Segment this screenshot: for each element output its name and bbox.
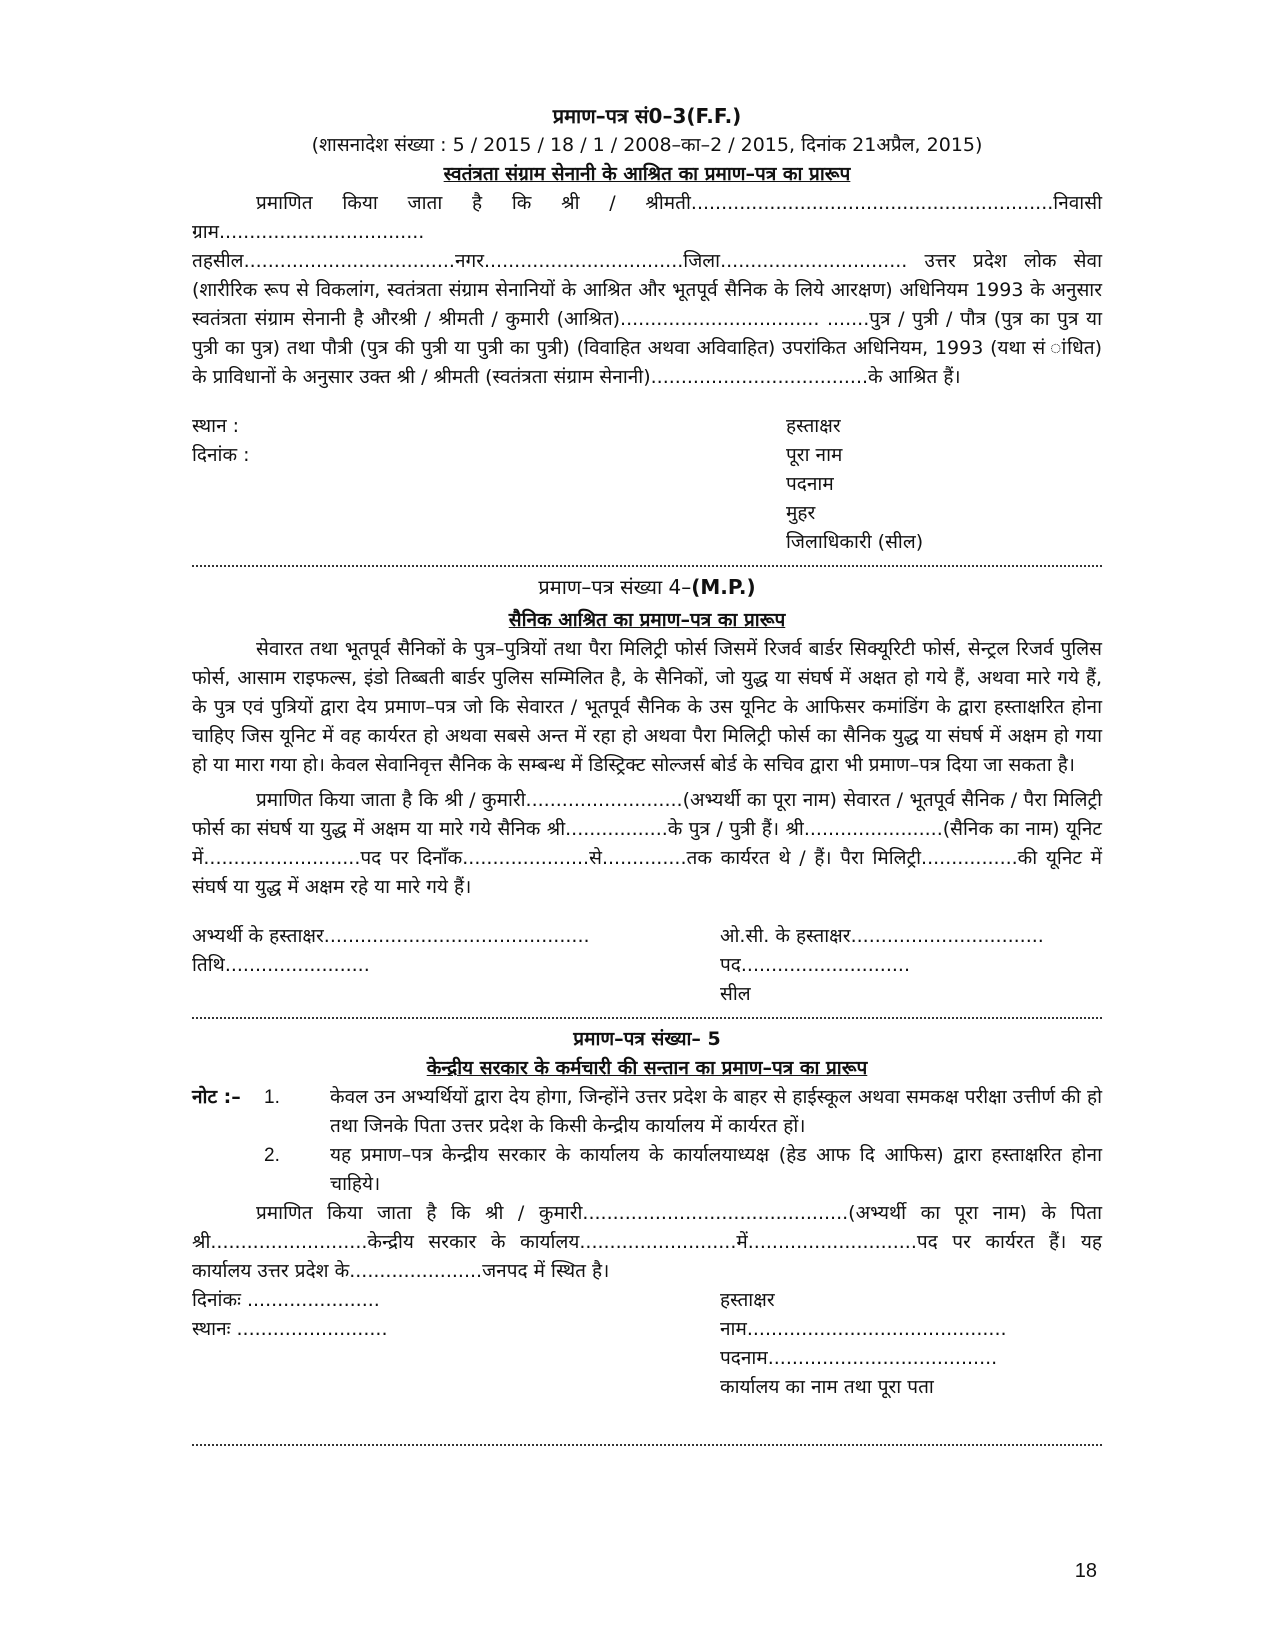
cert5-note-1-text: केवल उन अभ्यर्थियों द्वारा देय होगा, जिन्होंने उत्तर प्रदेश के बाहर से हाईस्कूल अथवा समकक्ष परीक्षा उत्तीर्ण की हो तथा जिनके पिता उत्तर प्रदेश के किसी केन्द्रीय कार्यालय में कार्यरत हों। (330, 1086, 1102, 1137)
cert5-office-address-label: कार्यालय का नाम तथा पूरा पता (720, 1376, 934, 1398)
cert4-para2: प्रमाणित किया जाता है कि श्री / कुमारी..........................(अभ्यर्थी का पूरा नाम) सेवारत / भूतपूर्व सैनिक / पैरा मिलिट्री फोर्स का संघर्ष या युद्ध में अक्षम या मारे गये सैनिक श्री.................के पुत्र / पुत्री हैं। श्री.......................(सैनिक का नाम) यूनिट में..........................पद पर दिनाँक.....................से..............तक कार्यरत थे / हैं। पैरा मिलिट्री................की यूनिट में संघर्ष या युद्ध में अक्षम रहे या मारे गये हैं। (192, 789, 1102, 898)
cert3-fullname-label: पूरा नाम (786, 444, 843, 466)
cert5-designation-label: पदनाम...................................... (720, 1347, 998, 1369)
cert3-sign-row-5 (192, 528, 1102, 557)
cert5-name-label: नाम........................................... (720, 1318, 1007, 1340)
cert3-dm-seal-label: जिलाधिकारी (सील) (786, 531, 924, 553)
cert4-seal-label: सील (720, 983, 751, 1005)
cert4-subheading: सैनिक आश्रित का प्रमाण–पत्र का प्रारूप (508, 609, 786, 631)
cert5-date-label: दिनांकः ...................... (192, 1289, 380, 1311)
cert5-note-label: नोट :– (192, 1086, 241, 1108)
cert5-note-2-number: 2. (264, 1145, 280, 1166)
cert5-subheading: केन्द्रीय सरकार के कर्मचारी की सन्तान का प्रमाण–पत्र का प्रारूप (426, 1057, 868, 1079)
cert3-order-reference: (शासनादेश संख्या : 5 / 2015 / 18 / 1 / 2008–का–2 / 2015, दिनांक 21अप्रैल, 2015) (311, 134, 983, 156)
cert4-heading-code: (M.P.) (691, 575, 756, 599)
cert3-sign-row-3 (192, 470, 1102, 499)
cert4-para1: सेवारत तथा भूतपूर्व सैनिकों के पुत्र–पुत्रियों तथा पैरा मिलिट्री फोर्स जिसमें रिजर्व बार्डर सिक्यूरिटी फोर्स, सेन्ट्रल रिजर्व पुलिस फोर्स, आसाम राइफल्स, इंडो तिब्बती बार्डर पुलिस सम्मिलित है, के सैनिकों, जो युद्ध या संघर्ष में अक्षत हो गये हैं, अथवा मारे गये हैं, के पुत्र एवं पुत्रियों द्वारा देय प्रमाण–पत्र जो कि सेवारत / भूतपूर्व सैनिक के उस यूनिट के आफिसर कमांडिंग के द्वारा हस्ताक्षरित होना चाहिए जिस यूनिट में वह कार्यरत हो अथवा सबसे अन्त में रहा हो अथवा पैरा मिलिट्री फोर्स का सैनिक युद्ध या संघर्ष में अक्षम हो गया हो या मारा गया हो। केवल सेवानिवृत्त सैनिक के सम्बन्ध में डिस्ट्रिक्ट सोल्जर्स बोर्ड के सचिव द्वारा भी प्रमाण–पत्र दिया जा सकता है। (192, 638, 1102, 776)
cert5-sign-row-1 (192, 1286, 1102, 1315)
cert4-candidate-signature-label: अभ्यर्थी के हस्ताक्षर............................................ (192, 925, 590, 947)
cert4-sign-row-1 (192, 922, 1102, 951)
cert3-sign-row-1 (192, 412, 1102, 441)
cert3-subheading: स्वतंत्रता संग्राम सेनानी के आश्रित का प्रमाण–पत्र का प्रारूप (443, 163, 851, 185)
footer-divider (192, 1444, 1102, 1446)
section-divider (192, 1017, 1102, 1019)
cert4-oc-signature-label: ओ.सी. के हस्ताक्षर................................ (720, 925, 1044, 947)
cert3-stamp-label: मुहर (786, 502, 816, 524)
cert5-note-1-number: 1. (264, 1087, 280, 1108)
document-content (192, 102, 1102, 1452)
cert3-place-label: स्थान : (192, 415, 240, 437)
section-divider (192, 565, 1102, 567)
cert3-sign-row-2 (192, 441, 1102, 470)
cert5-heading: प्रमाण–पत्र संख्या– 5 (573, 1028, 721, 1050)
cert4-date-label: तिथि........................ (192, 954, 370, 976)
cert5-place-label: स्थानः ......................... (192, 1318, 388, 1340)
cert3-heading: प्रमाण–पत्र सं0–3(F.F.) (552, 104, 742, 128)
cert5-sign-row-2 (192, 1315, 1102, 1344)
cert4-sign-row-2 (192, 951, 1102, 980)
cert5-sign-row-3 (192, 1344, 1102, 1373)
page-number: 18 (1074, 1560, 1097, 1582)
cert5-note-2-text: यह प्रमाण–पत्र केन्द्रीय सरकार के कार्यालय के कार्यालयाध्यक्ष (हेड आफ दि आफिस) द्वारा हस्ताक्षरित होना चाहिये। (330, 1144, 1102, 1195)
cert5-signature-label: हस्ताक्षर (720, 1289, 775, 1311)
cert3-designation-label: पदनाम (786, 473, 834, 495)
cert4-post-label: पद............................ (720, 954, 910, 976)
cert4-sign-row-3 (192, 980, 1102, 1009)
cert3-sign-row-4 (192, 499, 1102, 528)
cert3-body: प्रमाणित किया जाता है कि श्री / श्रीमती............................................................निवासी ग्राम.................................. तहसील...................................नगर.................................जिला............................... उत्तर प्रदेश लोक सेवा (शारीरिक रूप से विकलांग, स्वतंत्रता संग्राम सेनानियों के आश्रित और भूतपूर्व सैनिक के लिये आरक्षण) अधिनियम 1993 के अनुसार स्वतंत्रता संग्राम सेनानी है औरश्री / श्रीमती / कुमारी (आश्रित)................................. .......पुत्र / पुत्री / पौत्र (पुत्र का पुत्र या पुत्री का पुत्र) तथा पौत्री (पुत्र की पुत्री या पुत्री का पुत्री) (विवाहित अथवा अविवाहित) उपरांकित अधिनियम, 1993 (यथा सं ांधित) के प्राविधानों के अनुसार उक्त श्री / श्रीमती (स्वतंत्रता संग्राम सेनानी)....................................के आश्रित हैं। (192, 192, 1102, 388)
cert4-heading (192, 573, 1102, 602)
cert5-body: प्रमाणित किया जाता है कि श्री / कुमारी............................................(अभ्यर्थी का पूरा नाम) के पिता श्री..........................केन्द्रीय सरकार के कार्यालय..........................में............................पद पर कार्यरत हैं। यह कार्यालय उत्तर प्रदेश के......................जनपद में स्थित है। (192, 1202, 1102, 1282)
cert4-heading-prefix: प्रमाण–पत्र संख्या 4– (538, 575, 692, 599)
cert5-sign-row-4 (192, 1373, 1102, 1402)
cert5-note-2 (192, 1141, 1102, 1199)
cert5-note-1 (192, 1083, 1102, 1141)
cert3-signature-label: हस्ताक्षर (786, 415, 841, 437)
cert3-date-label: दिनांक : (192, 444, 250, 466)
